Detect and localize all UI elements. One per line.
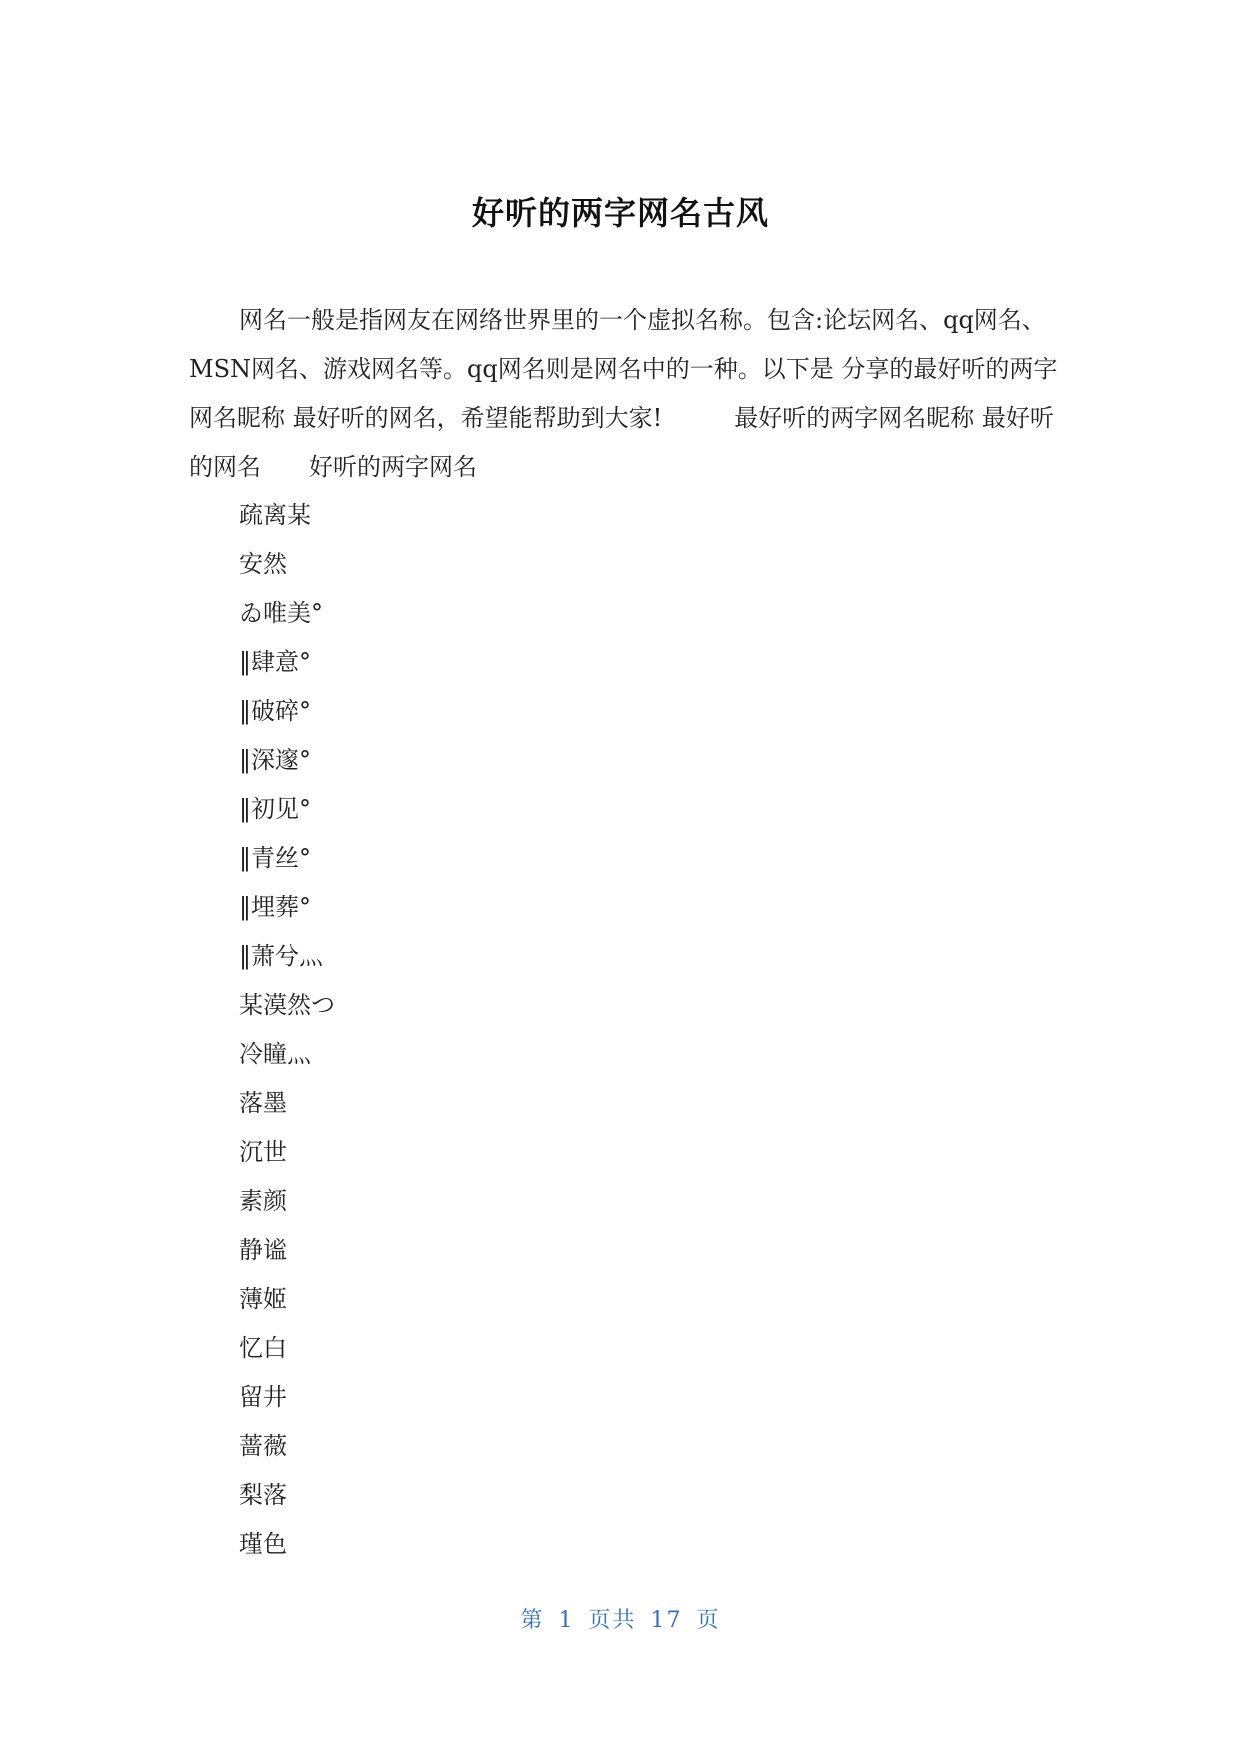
intro-paragraph: 网名一般是指网友在网络世界里的一个虚拟名称。包含:论坛网名、qq网名、MSN网名、游戏网名等。qq网名则是网名中的一种。以下是 分享的最好听的两字网名昵称 最好听的网名，希望能帮助到大家! 最好听的两字网名昵称 最好听的网名 好听的两字网名 [189,306,1058,481]
list-item: ‖萧兮灬 [239,942,323,970]
list-item: 落墨 [239,1089,287,1117]
list-item: 疏离某 [239,501,311,529]
list-item: ‖青丝° [239,844,311,872]
footer-page-number: 1 [558,1608,575,1633]
name-list [239,491,335,1569]
list-item: 梨落 [239,1481,287,1509]
list-item: ‖深邃° [239,746,311,774]
list-item: 素颜 [239,1187,287,1215]
list-item: 薄姬 [239,1285,287,1313]
list-item: ゐ唯美° [239,599,323,627]
footer-prefix: 第 [520,1608,545,1633]
list-item: ‖初见° [239,795,311,823]
footer-middle: 页共 [588,1608,637,1633]
list-item: 某漠然つ [239,991,335,1019]
list-item: 蔷薇 [239,1432,287,1460]
list-item: 瑾色 [239,1530,287,1558]
list-item: ‖肆意° [239,648,311,676]
list-item: ‖埋葬° [239,893,311,921]
footer-total-pages: 17 [650,1608,683,1633]
footer-suffix: 页 [696,1608,721,1633]
list-item: 沉世 [239,1138,287,1166]
page-footer [0,1603,1241,1634]
list-item: 安然 [239,550,287,578]
list-item: 冷瞳灬 [239,1040,311,1068]
list-item: 留井 [239,1383,287,1411]
page-title: 好听的两字网名古风 [471,194,769,232]
list-item: 静谧 [239,1236,287,1264]
list-item: 忆白 [239,1334,287,1362]
list-item: ‖破碎° [239,697,311,725]
